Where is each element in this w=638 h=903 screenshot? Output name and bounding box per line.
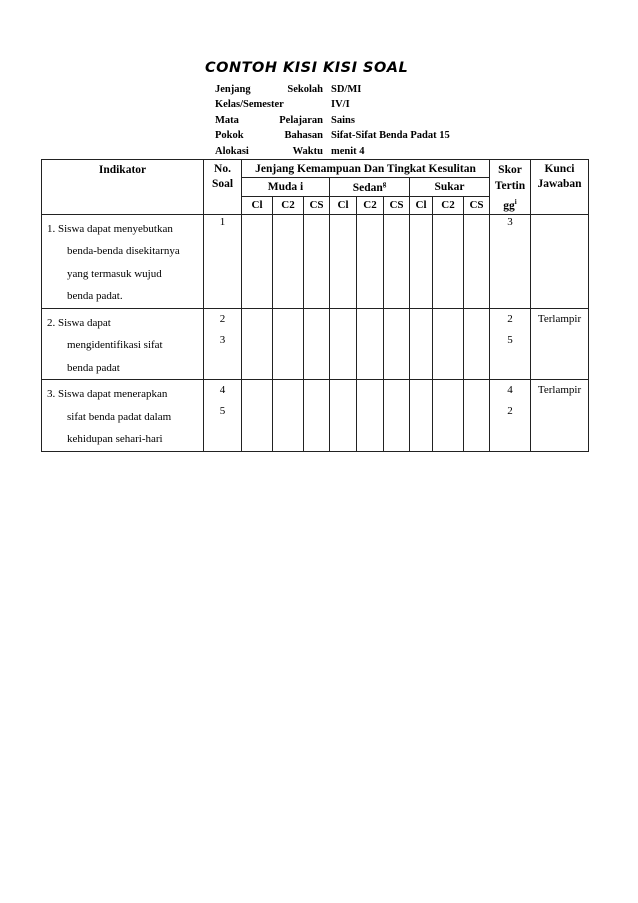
empty-cell (242, 308, 273, 380)
no-soal-cell (204, 308, 242, 380)
header-sub: CS (464, 196, 490, 214)
empty-cell (273, 308, 304, 380)
empty-cell (304, 380, 330, 452)
indikator-text: 3. Siswa dapat menerapkan (47, 388, 168, 401)
no-soal-value: 1 (219, 215, 226, 228)
meta-row-pokok (215, 128, 450, 143)
header-skor-line: Tertin (494, 180, 526, 192)
skor-value: 2 (507, 405, 513, 418)
indikator-text: sifat benda padat dalam (67, 410, 172, 423)
meta-row-alokasi (215, 144, 450, 159)
meta-value: IV/I (331, 99, 350, 111)
empty-cell (410, 214, 433, 308)
meta-key (215, 144, 331, 159)
empty-cell (304, 214, 330, 308)
indikator-text: benda padat (67, 361, 120, 374)
kunci-cell (531, 214, 589, 308)
no-soal-value: 2 (219, 312, 226, 325)
empty-cell (304, 308, 330, 380)
empty-cell (330, 308, 357, 380)
indikator-cell (42, 380, 204, 452)
table-row (42, 380, 589, 452)
header-mudah (242, 178, 330, 196)
indikator-text: 1. Siswa dapat menyebutkan (47, 222, 173, 235)
skor-cell (490, 380, 531, 452)
skor-value: 2 (507, 312, 513, 325)
no-soal-cell (204, 214, 242, 308)
header-sub: C2 (433, 196, 464, 214)
kunci-cell: Terlampir (531, 308, 589, 380)
empty-cell (273, 380, 304, 452)
table-row (42, 214, 589, 308)
skor-cell (490, 214, 531, 308)
header-kunci-line: Jawaban (537, 178, 582, 190)
header-sedang (330, 178, 410, 196)
empty-cell (464, 380, 490, 452)
empty-cell (330, 380, 357, 452)
meta-block (215, 82, 450, 160)
no-soal-value: 4 (219, 384, 226, 397)
meta-key-part: Alokasi (215, 145, 249, 157)
meta-key (215, 128, 331, 143)
meta-value: Sifat-Sifat Benda Padat 15 (331, 130, 450, 142)
empty-cell (410, 380, 433, 452)
empty-cell (357, 214, 384, 308)
header-mudah-text: Muda (267, 180, 298, 193)
empty-cell (357, 380, 384, 452)
document-title: CONTOH KISI KISI SOAL (205, 60, 409, 76)
meta-key (215, 113, 331, 128)
no-soal-value: 3 (219, 333, 226, 346)
header-no-soal (204, 160, 242, 215)
header-sub: C2 (357, 196, 384, 214)
skor-value: 4 (507, 384, 513, 397)
empty-cell (384, 214, 410, 308)
indikator-text: 2. Siswa dapat (47, 316, 111, 329)
empty-cell (384, 380, 410, 452)
kisi-table (41, 159, 589, 452)
header-sub: Cl (242, 196, 273, 214)
indikator-text: benda-benda disekitarnya (67, 245, 180, 258)
header-skor-line (490, 194, 530, 214)
meta-key-part: Mata (215, 114, 239, 126)
header-mudah-tail: i (300, 180, 304, 193)
empty-cell (242, 380, 273, 452)
header-no-soal-line: Soal (211, 178, 234, 190)
header-no-soal-line: No. (214, 163, 231, 175)
header-row-1 (42, 160, 589, 178)
header-sub: CS (384, 196, 410, 214)
skor-cell (490, 308, 531, 380)
no-soal-cell (204, 380, 242, 452)
header-sub: Cl (410, 196, 433, 214)
header-sedang-tail: g (382, 179, 387, 188)
empty-cell (464, 308, 490, 380)
meta-key (215, 97, 331, 112)
header-sub: CS (304, 196, 330, 214)
header-sub: C2 (273, 196, 304, 214)
empty-cell (242, 214, 273, 308)
table-row (42, 308, 589, 380)
indikator-cell (42, 214, 204, 308)
no-soal-value: 5 (219, 405, 226, 418)
header-skor-line: Skor (498, 164, 522, 176)
meta-row-mapel (215, 113, 450, 128)
meta-key-part: Pelajaran (279, 114, 323, 126)
header-kunci (531, 160, 589, 215)
meta-key (215, 82, 331, 97)
header-jenjang: Jenjang Kemampuan Dan Tingkat Kesulitan (242, 160, 490, 178)
header-sedang-text: Sedan (352, 181, 383, 194)
empty-cell (464, 214, 490, 308)
meta-key-part: Waktu (292, 145, 323, 157)
meta-key-part: Pokok (215, 130, 244, 142)
skor-value: 3 (507, 215, 513, 228)
header-skor (490, 160, 531, 215)
meta-row-jenjang (215, 82, 450, 97)
kunci-cell: Terlampir (531, 380, 589, 452)
meta-key-part: Sekolah (287, 84, 323, 95)
empty-cell (433, 380, 464, 452)
header-skor-part: gg (503, 199, 515, 212)
empty-cell (384, 308, 410, 380)
header-skor-part: i (514, 198, 517, 206)
empty-cell (273, 214, 304, 308)
meta-key-part: Jenjang (215, 84, 251, 95)
meta-row-kelas (215, 97, 450, 112)
empty-cell (330, 214, 357, 308)
meta-value: menit 4 (331, 145, 365, 157)
header-sukar: Sukar (410, 178, 490, 196)
empty-cell (433, 308, 464, 380)
meta-value: Sains (331, 114, 355, 126)
indikator-text: yang termasuk wujud (67, 267, 162, 280)
header-indikator: Indikator (42, 160, 204, 215)
header-sub: Cl (330, 196, 357, 214)
empty-cell (357, 308, 384, 380)
header-kunci-line: Kunci (544, 163, 575, 175)
meta-key-part: Bahasan (284, 130, 323, 142)
meta-key-part: Kelas/Semester (215, 99, 284, 111)
empty-cell (433, 214, 464, 308)
indikator-text: mengidentifikasi sifat (67, 339, 163, 352)
indikator-cell (42, 308, 204, 380)
indikator-text: kehidupan sehari-hari (67, 433, 163, 446)
indikator-text: benda padat. (67, 290, 123, 303)
empty-cell (410, 308, 433, 380)
meta-value: SD/MI (331, 84, 362, 95)
skor-value: 5 (507, 333, 513, 346)
